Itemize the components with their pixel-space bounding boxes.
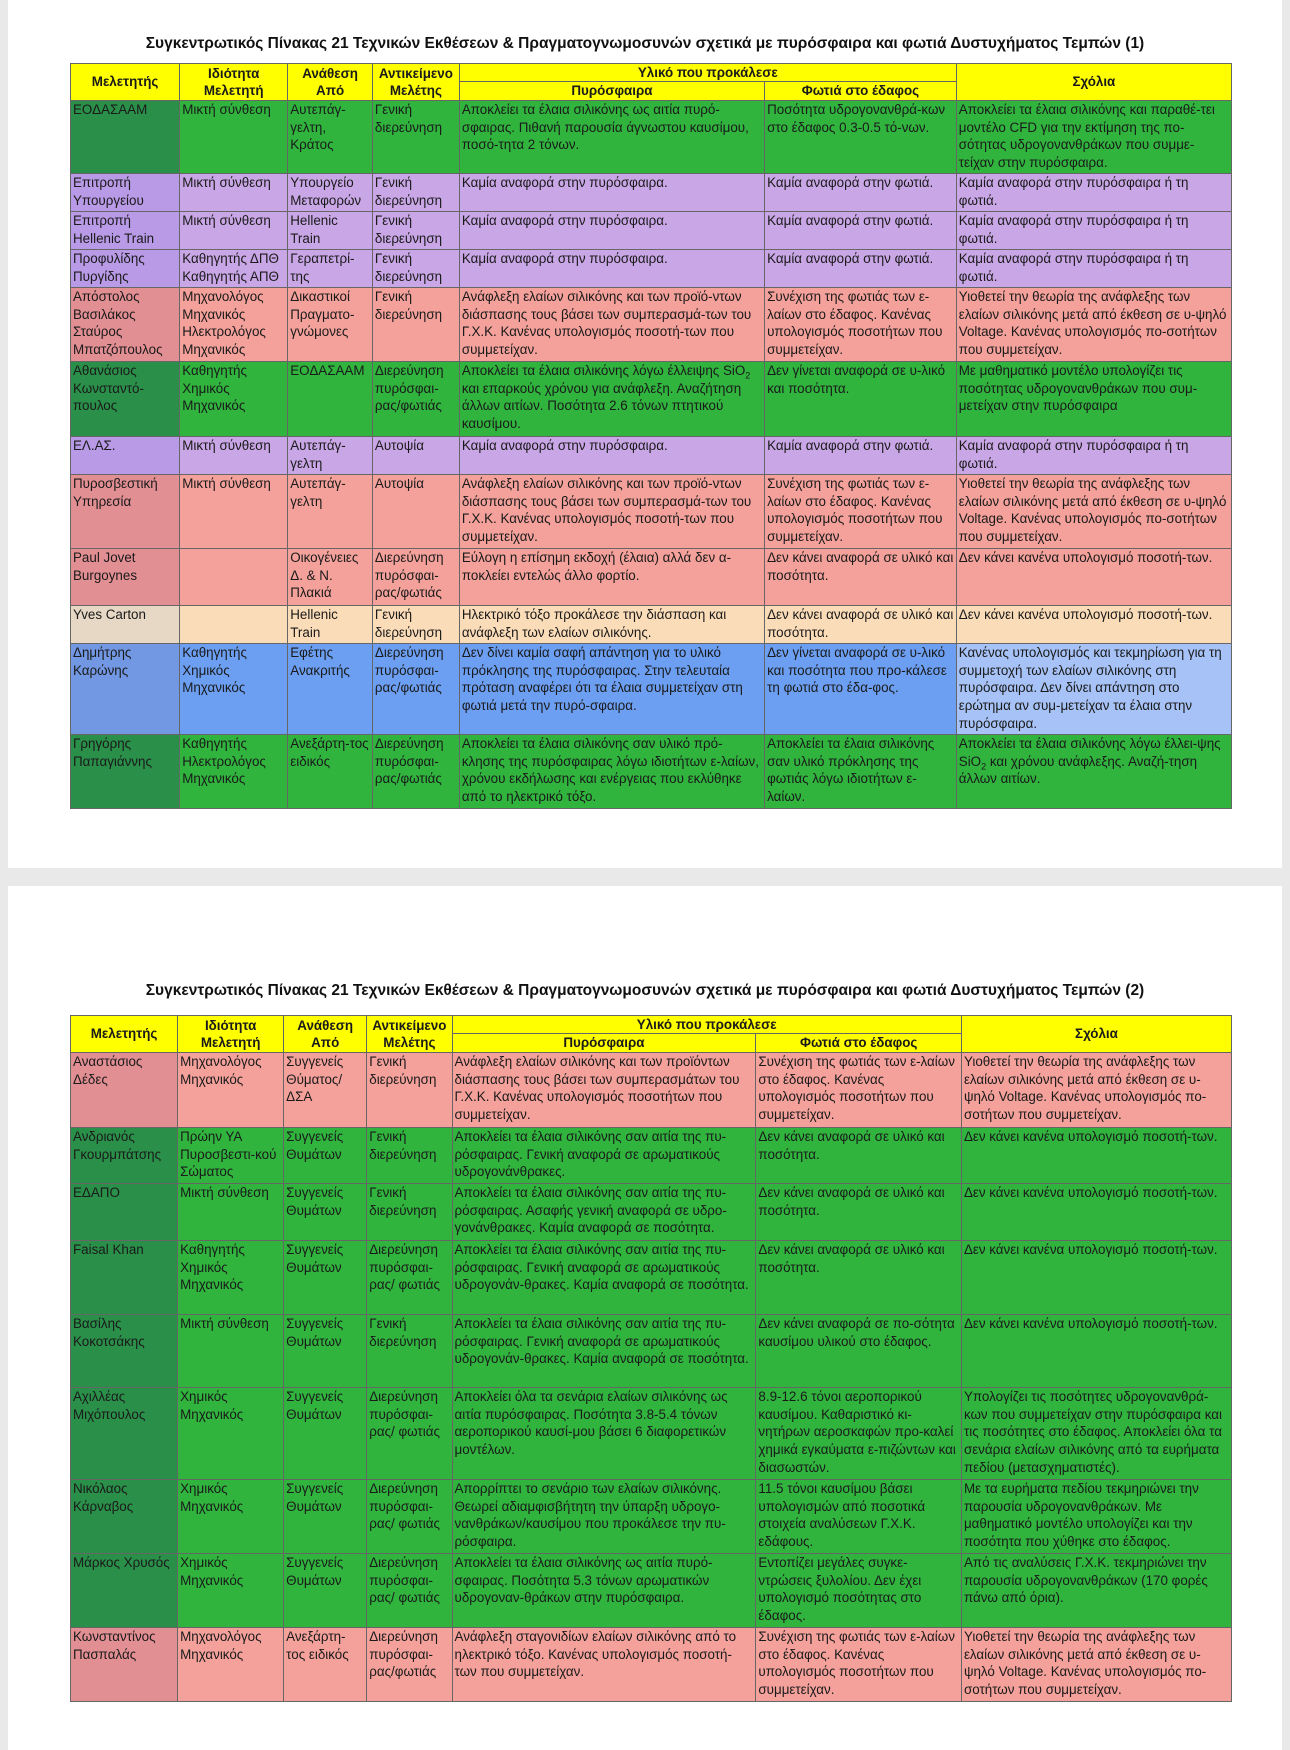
cell-pyrosfaira: Καμία αναφορά στην πυρόσφαιρα. [459,173,764,211]
cell-fotia: Συνέχιση της φωτιάς των ε-λαίων στο έδαφος. Κανένας υπολογισμός ποσοτήτων που συμμετείχαν. [765,474,957,548]
table-row [71,173,1232,211]
col-header-anathesi: Ανάθεση Από [284,1016,367,1053]
cell-antikeimeno: Διερεύνηση πυρόσφαι-ρας/φωτιάς [372,361,459,436]
cell-meletitis: Ανδριανός Γκουρμπάτσης [71,1127,178,1183]
cell-fotia: Δεν γίνεται αναφορά σε υ-λικό και ποσότητα. [765,361,957,436]
cell-sxolia: Με τα ευρήματα πεδίου τεκμηριώνει την παρουσία υδρογονανθράκων. Με μαθηματικό μοντέλο υπολογίζει και την ποσότητα που χύθηκε στο έδαφος. [961,1479,1231,1553]
cell-meletitis: Νικόλαος Κάρναβος [71,1479,178,1553]
cell-fotia: Δεν κάνει αναφορά σε υλικό και ποσότητα. [756,1240,962,1314]
cell-anathesi: Γεραπετρί-της [288,249,373,287]
cell-pyrosfaira: Αποκλείει όλα τα σενάρια ελαίων σιλικόνης ως αιτία πυρόσφαιρας. Ποσότητα 3.8-5.4 τόνων αεροπορικού καυσί-μου βάσει 6 διαφορετικών μοντέλων. [452,1387,756,1479]
cell-idiotita: Μηχανολόγος Μηχανικός [178,1052,284,1127]
page-title: Συγκεντρωτικός Πίνακας 21 Τεχνικών Εκθέσεων & Πραγματογνωμοσυνών σχετικά με πυρόσφαιρα και φωτιά Δυστυχήματος Τεμπών (2) [145,982,1145,999]
table-row [71,474,1232,548]
table-row [71,734,1232,808]
document-page-1 [8,0,1282,868]
cell-pyrosfaira [459,361,764,436]
cell-meletitis: Προφυλίδης Πυργίδης [71,249,180,287]
col-header-pyrosfaira: Πυρόσφαιρα [452,1034,756,1052]
cell-idiotita: Μηχανολόγος Μηχανικός Ηλεκτρολόγος Μηχανικός [180,287,288,361]
cell-antikeimeno: Διερεύνηση πυρόσφαι-ρας/ φωτιάς [367,1387,452,1479]
cell-fotia: 8.9-12.6 τόνοι αεροπορικού καυσίμου. Καθαριστικό κι-νητήρων αεροσκαφών προ-καλεί χημικά εγκαύματα ε-πιζώντων και διασωστών. [756,1387,962,1479]
cell-antikeimeno: Διερεύνηση πυρόσφαι-ρας/φωτιάς [372,643,459,734]
cell-antikeimeno: Γενική διερεύνηση [372,287,459,361]
cell-anathesi: Αυτεπάγ-γελτη [288,436,373,474]
cell-pyrosfaira: Καμία αναφορά στην πυρόσφαιρα. [459,436,764,474]
cell-antikeimeno: Γενική διερεύνηση [372,605,459,643]
cell-sxolia: Δεν κάνει κανένα υπολογισμό ποσοτή-των. [961,1127,1231,1183]
cell-antikeimeno: Γενική διερεύνηση [372,211,459,249]
table-row [71,1627,1232,1701]
cell-antikeimeno: Αυτοψία [372,436,459,474]
cell-sxolia: Δεν κάνει κανένα υπολογισμό ποσοτή-των. [961,1240,1231,1314]
cell-antikeimeno: Γενική διερεύνηση [372,100,459,173]
cell-fotia: Συνέχιση της φωτιάς των ε-λαίων στο έδαφος. Κανένας υπολογισμός ποσοτήτων που συμμετείχαν. [756,1627,962,1701]
cell-pyrosfaira: Δεν δίνει καμία σαφή απάντηση για το υλικό πρόκλησης της πυρόσφαιρας. Στην τελευταία πρόταση αναφέρει ότι τα έλαια συμμετείχαν στη φωτιά μετά την πυρό-σφαιρα. [459,643,764,734]
cell-meletitis: ΕΛ.ΑΣ. [71,436,180,474]
cell-fotia: Καμία αναφορά στην φωτιά. [765,249,957,287]
cell-pyrosfaira: Απορρίπτει το σενάριο των ελαίων σιλικόνης. Θεωρεί αδιαμφισβήτητη την ύπαρξη υδρογο-νανθράκων/καυσίμου που προκάλεσε την πυ-ρόσφαιρα. [452,1479,756,1553]
col-header-meletitis: Μελετητής [71,64,180,101]
table-row [71,287,1232,361]
cell-meletitis: Βασίλης Κοκοτσάκης [71,1314,178,1387]
cell-idiotita: Μικτή σύνθεση [180,474,288,548]
sxolia-text-a: Αποκλείει τα έλαια σιλικόνης λόγω έλλει-ψης SiO [958,735,1221,769]
cell-antikeimeno: Αυτοψία [372,474,459,548]
cell-sxolia: Υπολογίζει τις ποσότητες υδρογονανθρά-κων που συμμετείχαν στην πυρόσφαιρα και τις ποσότητες στο έδαφος. Αποκλείει όλα τα σενάρια ελαίων σιλικόνης από τα ευρήματα πεδίου (μετασχηματιστές). [961,1387,1231,1479]
cell-antikeimeno: Διερεύνηση πυρόσφαι-ρας/ φωτιάς [367,1240,452,1314]
cell-meletitis: Yves Carton [71,605,180,643]
cell-fotia: Δεν κάνει αναφορά σε υλικό και ποσότητα. [756,1183,962,1240]
table-row [71,1479,1232,1553]
cell-anathesi: Συγγενείς Θύματος/ ΔΣΑ [284,1052,367,1127]
cell-meletitis: Μάρκος Χρυσός [71,1553,178,1627]
cell-sxolia: Από τις αναλύσεις Γ.Χ.Κ. τεκμηριώνει την παρουσία υδρογονανθράκων (170 φορές πάνω από όρια). [961,1553,1231,1627]
cell-antikeimeno: Γενική διερεύνηση [372,249,459,287]
cell-anathesi: Συγγενείς Θυμάτων [284,1479,367,1553]
cell-idiotita: Χημικός Μηχανικός [178,1553,284,1627]
table-row [71,211,1232,249]
cell-sxolia: Καμία αναφορά στην πυρόσφαιρα ή τη φωτιά. [956,173,1231,211]
col-header-anathesi: Ανάθεση Από [288,64,373,101]
cell-meletitis: Απόστολος Βασιλάκος Σταύρος Μπατζόπουλος [71,287,180,361]
cell-anathesi: Δικαστικοί Πραγματο-γνώμονες [288,287,373,361]
cell-meletitis: Αχιλλέας Μιχόπουλος [71,1387,178,1479]
cell-idiotita: Καθηγητής Ηλεκτρολόγος Μηχανικός [180,734,288,808]
cell-pyrosfaira: Ανάφλεξη ελαίων σιλικόνης και των προϊόντων διάσπασης τους βάσει των συμπερασμάτων του Γ.Χ.Κ. Κανένας υπολογισμός ποσοτήτων που συμμετείχαν. [452,1052,756,1127]
cell-sxolia: Υιοθετεί την θεωρία της ανάφλεξης των ελαίων σιλικόνης μετά από έκθεση σε υ-ψηλό Voltage. Κανένας υπολογισμός πο-σοτήτων που συμμετείχαν. [956,287,1231,361]
cell-fotia: Δεν κάνει αναφορά σε πο-σότητα καυσίμου υλικού στο έδαφος. [756,1314,962,1387]
cell-antikeimeno: Διερεύνηση πυρόσφαι-ρας/ φωτιάς [367,1479,452,1553]
cell-sxolia: Καμία αναφορά στην πυρόσφαιρα ή τη φωτιά. [956,436,1231,474]
table-row [71,100,1232,173]
table-row [71,548,1232,605]
cell-idiotita: Πρώην ΥΑ Πυροσβεστι-κού Σώματος [178,1127,284,1183]
cell-idiotita [180,548,288,605]
summary-table [70,63,1232,809]
cell-anathesi: ΕΟΔΑΣΑΑΜ [288,361,373,436]
summary-table [70,1015,1232,1702]
cell-anathesi: Υπουργείο Μεταφορών [288,173,373,211]
cell-meletitis: Δημήτρης Καρώνης [71,643,180,734]
cell-anathesi: Ανεξάρτη-τος ειδικός [284,1627,367,1701]
col-header-sxolia: Σχόλια [956,64,1231,101]
col-header-meletitis: Μελετητής [71,1016,178,1053]
cell-fotia: Καμία αναφορά στην φωτιά. [765,173,957,211]
col-header-antikeimeno: Αντικείμενο Μελέτης [372,64,459,101]
document-page-2 [8,886,1282,1750]
cell-meletitis: Επιτροπή Υπουργείου [71,173,180,211]
table-row [71,436,1232,474]
cell-meletitis: Κωνσταντίνος Πασπαλάς [71,1627,178,1701]
cell-sxolia: Υιοθετεί την θεωρία της ανάφλεξης των ελαίων σιλικόνης μετά από έκθεση σε υ-ψηλό Voltage. Κανένας υπολογισμός πο-σοτήτων που συμμετείχαν. [961,1052,1231,1127]
cell-antikeimeno: Γενική διερεύνηση [367,1127,452,1183]
header-row [71,1016,1232,1034]
table-row [71,605,1232,643]
cell-anathesi: Συγγενείς Θυμάτων [284,1240,367,1314]
col-header-fotia: Φωτιά στο έδαφος [756,1034,962,1052]
cell-pyrosfaira: Αποκλείει τα έλαια σιλικόνης σαν υλικό πρό-κλησης της πυρόσφαιρας λόγω ιδιοτήτων ε-λαίων, χρόνου εκδήλωσης και ενέργειας που εκλύθηκε από το ηλεκτρικό τόξο. [459,734,764,808]
cell-sxolia: Κανένας υπολογισμός και τεκμηρίωση για τη συμμετοχή των ελαίων σιλικόνης στη πυρόσφαιρα. Δεν δίνει απάντηση στο ερώτημα αν συμ-μετείχαν τα έλαια στην πυρόσφαιρα. [956,643,1231,734]
cell-sxolia: Καμία αναφορά στην πυρόσφαιρα ή τη φωτιά. [956,211,1231,249]
cell-antikeimeno: Γενική διερεύνηση [372,173,459,211]
cell-pyrosfaira: Καμία αναφορά στην πυρόσφαιρα. [459,249,764,287]
cell-anathesi: Hellenic Train [288,605,373,643]
cell-anathesi: Αυτεπάγ-γελτη [288,474,373,548]
cell-pyrosfaira: Αποκλείει τα έλαια σιλικόνης σαν αιτία της πυ-ρόσφαιρας. Γενική αναφορά σε αρωματικούς υδρογονάνθρακες. [452,1127,756,1183]
cell-sxolia: Με μαθηματικό μοντέλο υπολογίζει τις ποσότητας υδρογονανθράκων που συμ-μετείχαν στην πυρόσφαιρα [956,361,1231,436]
cell-meletitis: Paul Jovet Burgoynes [71,548,180,605]
table-row [71,1553,1232,1627]
pyro-subscript: 2 [745,370,751,381]
cell-pyrosfaira: Ανάφλεξη σταγονιδίων ελαίων σιλικόνης από το ηλεκτρικό τόξο. Κανένας υπολογισμός ποσοτή-των που συμμετείχαν. [452,1627,756,1701]
cell-fotia: Συνέχιση της φωτιάς των ε-λαίων στο έδαφος. Κανένας υπολογισμός ποσοτήτων που συμμετείχαν. [765,287,957,361]
cell-anathesi: Συγγενείς Θυμάτων [284,1314,367,1387]
cell-fotia: Αποκλείει τα έλαια σιλικόνης σαν υλικό πρόκλησης της φωτιάς λόγω ιδιοτήτων ε-λαίων. [765,734,957,808]
col-header-idiotita: Ιδιότητα Μελετητή [178,1016,284,1053]
cell-anathesi: Οικογένειες Δ. & Ν. Πλακιά [288,548,373,605]
cell-fotia: Καμία αναφορά στην φωτιά. [765,211,957,249]
cell-idiotita [180,605,288,643]
cell-pyrosfaira: Καμία αναφορά στην πυρόσφαιρα. [459,211,764,249]
table-row [71,1240,1232,1314]
table-row [71,1183,1232,1240]
col-header-yliko: Υλικό που προκάλεσε [459,64,956,82]
cell-idiotita: Χημικός Μηχανικός [178,1387,284,1479]
cell-sxolia: Δεν κάνει κανένα υπολογισμό ποσοτή-των. [961,1314,1231,1387]
cell-antikeimeno: Γενική διερεύνηση [367,1183,452,1240]
cell-idiotita: Καθηγητής Χημικός Μηχανικός [180,643,288,734]
col-header-antikeimeno: Αντικείμενο Μελέτης [367,1016,452,1053]
table-row [71,1127,1232,1183]
cell-fotia: Ποσότητα υδρογονανθρά-κων στο έδαφος 0.3-0.5 τό-νων. [765,100,957,173]
cell-idiotita: Μικτή σύνθεση [180,211,288,249]
pyro-text-a: Αποκλείει τα έλαια σιλικόνης λόγω έλλειψης SiO [461,362,746,378]
cell-idiotita: Χημικός Μηχανικός [178,1479,284,1553]
cell-fotia: Δεν γίνεται αναφορά σε υ-λικό και ποσότητα που προ-κάλεσε τη φωτιά στο έδα-φος. [765,643,957,734]
table-row [71,1314,1232,1387]
col-header-idiotita: Ιδιότητα Μελετητή [180,64,288,101]
cell-antikeimeno: Γενική διερεύνηση [367,1314,452,1387]
cell-sxolia: Δεν κάνει κανένα υπολογισμό ποσοτή-των. [961,1183,1231,1240]
cell-antikeimeno: Διερεύνηση πυρόσφαι-ρας/φωτιάς [372,548,459,605]
cell-pyrosfaira: Εύλογη η επίσημη εκδοχή (έλαια) αλλά δεν α-ποκλείει εντελώς άλλο φορτίο. [459,548,764,605]
cell-anathesi: Hellenic Train [288,211,373,249]
cell-meletitis: Επιτροπή Hellenic Train [71,211,180,249]
cell-antikeimeno: Διερεύνηση πυρόσφαι-ρας/φωτιάς [367,1627,452,1701]
cell-pyrosfaira: Αποκλείει τα έλαια σιλικόνης ως αιτία πυρό-σφαιρας. Ποσότητα 5.3 τόνων αρωματικών υδρογοναν-θράκων στην πυρόσφαιρα. [452,1553,756,1627]
cell-fotia: Δεν κάνει αναφορά σε υλικό και ποσότητα. [765,605,957,643]
cell-pyrosfaira: Αποκλείει τα έλαια σιλικόνης σαν αιτία της πυ-ρόσφαιρας. Γενική αναφορά σε αρωματικούς υδρογονάν-θρακες. Καμία αναφορά σε ποσότητα. [452,1240,756,1314]
cell-idiotita: Μικτή σύνθεση [180,100,288,173]
col-header-sxolia: Σχόλια [961,1016,1231,1053]
cell-idiotita: Μικτή σύνθεση [180,436,288,474]
col-header-fotia: Φωτιά στο έδαφος [765,82,957,100]
cell-sxolia: Υιοθετεί την θεωρία της ανάφλεξης των ελαίων σιλικόνης μετά από έκθεση σε υ-ψηλό Voltage. Κανένας υπολογισμός πο-σοτήτων που συμμετείχαν. [956,474,1231,548]
cell-fotia: Εντοπίζει μεγάλες συγκε-ντρώσεις ξυλολίου. Δεν έχει υπολογισμό ποσότητας στο έδαφος. [756,1553,962,1627]
cell-anathesi: Αυτεπάγ-γελτη, Κράτος [288,100,373,173]
cell-meletitis: Faisal Khan [71,1240,178,1314]
header-row [71,64,1232,82]
cell-meletitis: Πυροσβεστική Υπηρεσία [71,474,180,548]
cell-sxolia: Καμία αναφορά στην πυρόσφαιρα ή τη φωτιά. [956,249,1231,287]
cell-meletitis: Γρηγόρης Παπαγιάννης [71,734,180,808]
sxolia-text-b: και χρόνου ανάφλεξης. Αναζή-τηση άλλων αιτίων. [958,753,1198,787]
cell-idiotita: Μηχανολόγος Μηχανικός [178,1627,284,1701]
cell-anathesi: Συγγενείς Θυμάτων [284,1183,367,1240]
cell-fotia: Δεν κάνει αναφορά σε υλικό και ποσότητα. [765,548,957,605]
cell-fotia: Δεν κάνει αναφορά σε υλικό και ποσότητα. [756,1127,962,1183]
table-row [71,643,1232,734]
col-header-yliko: Υλικό που προκάλεσε [452,1016,961,1034]
cell-pyrosfaira: Ηλεκτρικό τόξο προκάλεσε την διάσπαση και ανάφλεξη των ελαίων σιλικόνης. [459,605,764,643]
cell-fotia: Καμία αναφορά στην φωτιά. [765,436,957,474]
cell-meletitis: ΕΔΑΠΟ [71,1183,178,1240]
cell-anathesi: Εφέτης Ανακριτής [288,643,373,734]
cell-pyrosfaira: Ανάφλεξη ελαίων σιλικόνης και των προϊό-ντων διάσπασης τους βάσει των συμπερασμά-των του Γ.Χ.Κ. Κανένας υπολογισμός ποσοτή-των που συμμετείχαν. [459,474,764,548]
cell-antikeimeno: Διερεύνηση πυρόσφαι-ρας/φωτιάς [372,734,459,808]
cell-sxolia: Αποκλείει τα έλαια σιλικόνης και παραθέ-τει μοντέλο CFD για την εκτίμηση της πο-σότητας υδρογονανθράκων που συμμε-τείχαν στην πυρόσφαιρα. [956,100,1231,173]
cell-antikeimeno: Γενική διερεύνηση [367,1052,452,1127]
cell-meletitis: ΕΟΔΑΣΑΑΜ [71,100,180,173]
cell-idiotita: Καθηγητής Χημικός Μηχανικός [178,1240,284,1314]
pyro-text-b: και επαρκούς χρόνου για ανάφλεξη. Αναζήτηση άλλων αιτίων. Ποσότητα 2.6 τόνων πτητικού καυσίμου. [461,380,742,431]
col-header-pyrosfaira: Πυρόσφαιρα [459,82,764,100]
cell-idiotita: Μικτή σύνθεση [178,1314,284,1387]
cell-idiotita: Μικτή σύνθεση [178,1183,284,1240]
cell-anathesi: Συγγενείς Θυμάτων [284,1553,367,1627]
cell-fotia: 11.5 τόνοι καυσίμου βάσει υπολογισμών από ποσοτικά στοιχεία αναλύσεων Γ.Χ.Κ. εδάφους. [756,1479,962,1553]
cell-sxolia: Υιοθετεί την θεωρία της ανάφλεξης των ελαίων σιλικόνης μετά από έκθεση σε υ-ψηλό Voltage. Κανένας υπολογισμός πο-σοτήτων που συμμετείχαν. [961,1627,1231,1701]
cell-idiotita: Καθηγητής ΔΠΘ Καθηγητής ΑΠΘ [180,249,288,287]
cell-meletitis: Αθανάσιος Κωνσταντό-πουλος [71,361,180,436]
table-row [71,1052,1232,1127]
cell-fotia: Συνέχιση της φωτιάς των ε-λαίων στο έδαφος. Κανένας υπολογισμός ποσοτήτων που συμμετείχαν. [756,1052,962,1127]
cell-pyrosfaira: Ανάφλεξη ελαίων σιλικόνης και των προϊό-ντων διάσπασης τους βάσει των συμπερασμά-των του Γ.Χ.Κ. Κανένας υπολογισμός ποσοτή-των που συμμετείχαν. [459,287,764,361]
cell-sxolia: Δεν κάνει κανένα υπολογισμό ποσοτή-των. [956,548,1231,605]
table-row [71,249,1232,287]
cell-anathesi: Συγγενείς Θυμάτων [284,1127,367,1183]
cell-meletitis: Αναστάσιος Δέδες [71,1052,178,1127]
cell-sxolia: Δεν κάνει κανένα υπολογισμό ποσοτή-των. [956,605,1231,643]
cell-idiotita: Καθηγητής Χημικός Μηχανικός [180,361,288,436]
sxolia-subscript: 2 [981,761,987,772]
cell-pyrosfaira: Αποκλείει τα έλαια σιλικόνης ως αιτία πυρό-σφαιρας. Πιθανή παρουσία άγνωστου καυσίμου, ποσό-τητα 2 τόνων. [459,100,764,173]
page-title: Συγκεντρωτικός Πίνακας 21 Τεχνικών Εκθέσεων & Πραγματογνωμοσυνών σχετικά με πυρόσφαιρα και φωτιά Δυστυχήματος Τεμπών (1) [145,35,1145,52]
table-row [71,361,1232,436]
cell-anathesi: Συγγενείς Θυμάτων [284,1387,367,1479]
cell-anathesi: Ανεξάρτη-τος ειδικός [288,734,373,808]
cell-sxolia [956,734,1231,808]
table-row [71,1387,1232,1479]
cell-pyrosfaira: Αποκλείει τα έλαια σιλικόνης σαν αιτία της πυ-ρόσφαιρας. Γενική αναφορά σε αρωματικούς υδρογονάν-θρακες. Καμία αναφορά σε ποσότητα. [452,1314,756,1387]
cell-antikeimeno: Διερεύνηση πυρόσφαι-ρας/ φωτιάς [367,1553,452,1627]
cell-idiotita: Μικτή σύνθεση [180,173,288,211]
cell-pyrosfaira: Αποκλείει τα έλαια σιλικόνης σαν αιτία της πυ-ρόσφαιρας. Ασαφής γενική αναφορά σε υδρο-γονάνθρακες. Καμία αναφορά σε ποσότητα. [452,1183,756,1240]
